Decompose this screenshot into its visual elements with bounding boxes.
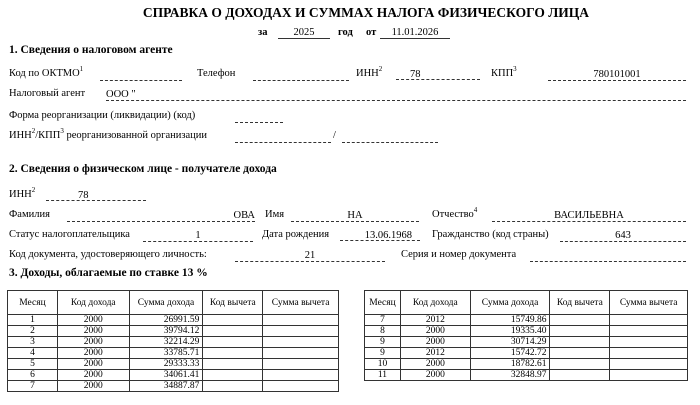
income-sum-cell: 34887.87 bbox=[129, 381, 203, 392]
deduction-sum-cell bbox=[263, 370, 339, 381]
month-cell: 7 bbox=[365, 315, 401, 326]
deduction-sum-cell bbox=[610, 315, 688, 326]
month-cell: 10 bbox=[365, 359, 401, 370]
citizenship-label: Гражданство (код страны) bbox=[432, 229, 549, 240]
doc-code-label: Код документа, удостоверяющего личность: bbox=[9, 249, 207, 260]
status-label: Статус налогоплательщика bbox=[9, 229, 130, 240]
table-row bbox=[8, 337, 339, 348]
agent-name-label: Налоговый агент bbox=[9, 88, 86, 99]
month-cell: 7 bbox=[8, 381, 58, 392]
income-code-cell: 2000 bbox=[400, 359, 470, 370]
table-row bbox=[365, 348, 688, 359]
doc-series-field bbox=[530, 250, 686, 262]
col-header-income-sum: Сумма дохода bbox=[129, 291, 203, 315]
deduction-sum-cell bbox=[610, 348, 688, 359]
income-code-cell: 2012 bbox=[400, 315, 470, 326]
deduction-code-cell bbox=[203, 326, 263, 337]
income-sum-cell: 39794.12 bbox=[129, 326, 203, 337]
month-cell: 2 bbox=[8, 326, 58, 337]
income-sum-cell: 26991.59 bbox=[129, 315, 203, 326]
citizenship-field: 643 bbox=[560, 230, 686, 242]
deduction-code-cell bbox=[550, 326, 610, 337]
table-row bbox=[8, 348, 339, 359]
deduction-code-cell bbox=[550, 315, 610, 326]
income-sum-cell: 32848.97 bbox=[470, 370, 550, 381]
income-code-cell: 2000 bbox=[400, 370, 470, 381]
agent-inn-label: ИНН$^2$ bbox=[356, 65, 383, 79]
oktmo-field bbox=[100, 69, 182, 81]
name-label: Имя bbox=[265, 209, 285, 220]
deduction-code-cell bbox=[203, 359, 263, 370]
deduction-code-cell bbox=[550, 370, 610, 381]
month-cell: 8 bbox=[365, 326, 401, 337]
deduction-code-cell bbox=[550, 348, 610, 359]
table-row bbox=[8, 315, 339, 326]
reorg-form-field bbox=[235, 111, 283, 123]
deduction-sum-cell bbox=[263, 326, 339, 337]
income-code-cell: 2000 bbox=[57, 348, 129, 359]
reorg-form-label: Форма реорганизации (ликвидации) (код) bbox=[9, 110, 196, 121]
birth-date-label: Дата рождения bbox=[262, 229, 330, 240]
person-inn-field: 78 bbox=[46, 190, 146, 201]
table-row bbox=[8, 359, 339, 370]
month-cell: 11 bbox=[365, 370, 401, 381]
income-sum-cell: 18782.61 bbox=[470, 359, 550, 370]
col-header-income-code: Код дохода bbox=[57, 291, 129, 315]
oktmo-label: Код по ОКТМО$^1$ bbox=[9, 65, 84, 79]
section2-heading: 2. Сведения о физическом лице - получателе дохода bbox=[9, 163, 277, 175]
birth-date-field: 13.06.1968 bbox=[340, 230, 420, 241]
col-header-month: Месяц bbox=[8, 291, 58, 315]
agent-inn-field: 78 bbox=[396, 69, 480, 80]
month-cell: 4 bbox=[8, 348, 58, 359]
deduction-sum-cell bbox=[263, 381, 339, 392]
col-header-month: Месяц bbox=[365, 291, 401, 315]
patronymic-field: ВАСИЛЬЕВНА bbox=[492, 210, 686, 222]
person-inn-label: ИНН$^2$ bbox=[9, 186, 36, 200]
income-sum-cell: 15742.72 bbox=[470, 348, 550, 359]
agent-name-field: ООО " bbox=[106, 89, 686, 101]
table-row bbox=[365, 315, 688, 326]
deduction-sum-cell bbox=[610, 326, 688, 337]
period-year: 2025 bbox=[278, 27, 330, 39]
income-sum-cell: 15749.86 bbox=[470, 315, 550, 326]
month-cell: 9 bbox=[365, 348, 401, 359]
table-row bbox=[8, 326, 339, 337]
name-field: НА bbox=[291, 210, 419, 222]
deduction-sum-cell bbox=[263, 359, 339, 370]
month-cell: 5 bbox=[8, 359, 58, 370]
reorg-kpp-field bbox=[342, 131, 438, 143]
table-row bbox=[365, 359, 688, 370]
income-table-right bbox=[364, 290, 688, 381]
table-row bbox=[365, 326, 688, 337]
income-sum-cell: 34061.41 bbox=[129, 370, 203, 381]
table-row bbox=[8, 381, 339, 392]
period-date: 11.01.2026 bbox=[380, 27, 450, 39]
kpp-label: КПП$^3$ bbox=[491, 65, 517, 79]
col-header-deduction-sum: Сумма вычета bbox=[263, 291, 339, 315]
doc-code-field: 21 bbox=[235, 250, 385, 262]
period-god-label: год bbox=[338, 27, 353, 38]
month-cell: 3 bbox=[8, 337, 58, 348]
table-row bbox=[365, 370, 688, 381]
income-sum-cell: 32214.29 bbox=[129, 337, 203, 348]
phone-field bbox=[253, 69, 349, 81]
income-code-cell: 2012 bbox=[400, 348, 470, 359]
income-table-left bbox=[7, 290, 339, 392]
deduction-sum-cell bbox=[610, 337, 688, 348]
reorg-slash: / bbox=[333, 130, 336, 141]
period-ot-label: от bbox=[366, 27, 377, 38]
deduction-code-cell bbox=[203, 348, 263, 359]
deduction-sum-cell bbox=[610, 359, 688, 370]
deduction-sum-cell bbox=[610, 370, 688, 381]
month-cell: 1 bbox=[8, 315, 58, 326]
income-code-cell: 2000 bbox=[57, 381, 129, 392]
table-row bbox=[365, 337, 688, 348]
table-row bbox=[8, 370, 339, 381]
phone-label: Телефон bbox=[197, 68, 236, 79]
month-cell: 9 bbox=[365, 337, 401, 348]
surname-label: Фамилия bbox=[9, 209, 50, 220]
income-code-cell: 2000 bbox=[400, 337, 470, 348]
income-sum-cell: 33785.71 bbox=[129, 348, 203, 359]
col-header-deduction-sum: Сумма вычета bbox=[610, 291, 688, 315]
col-header-deduction-code: Код вычета bbox=[550, 291, 610, 315]
document-title: СПРАВКА О ДОХОДАХ И СУММАХ НАЛОГА ФИЗИЧЕСКОГО ЛИЦА bbox=[142, 5, 590, 20]
income-code-cell: 2000 bbox=[400, 326, 470, 337]
col-header-income-sum: Сумма дохода bbox=[470, 291, 550, 315]
income-code-cell: 2000 bbox=[57, 359, 129, 370]
income-code-cell: 2000 bbox=[57, 315, 129, 326]
deduction-sum-cell bbox=[263, 348, 339, 359]
reorg-inn-kpp-label: ИНН$^2$/КПП$^3$ реорганизованной организации bbox=[9, 127, 208, 141]
income-sum-cell: 29333.33 bbox=[129, 359, 203, 370]
doc-series-label: Серия и номер документа bbox=[401, 249, 517, 260]
deduction-sum-cell bbox=[263, 315, 339, 326]
income-sum-cell: 19335.40 bbox=[470, 326, 550, 337]
income-sum-cell: 30714.29 bbox=[470, 337, 550, 348]
income-code-cell: 2000 bbox=[57, 337, 129, 348]
income-code-cell: 2000 bbox=[57, 326, 129, 337]
col-header-income-code: Код дохода bbox=[400, 291, 470, 315]
deduction-code-cell bbox=[203, 381, 263, 392]
reorg-inn-field bbox=[235, 131, 331, 143]
col-header-deduction-code: Код вычета bbox=[203, 291, 263, 315]
kpp-field: 780101001 bbox=[548, 69, 686, 81]
section1-heading: 1. Сведения о налоговом агенте bbox=[9, 44, 173, 56]
section3-heading: 3. Доходы, облагаемые по ставке 13 % bbox=[9, 267, 208, 279]
month-cell: 6 bbox=[8, 370, 58, 381]
surname-field: ОВА bbox=[67, 210, 255, 222]
status-field: 1 bbox=[143, 230, 253, 242]
deduction-code-cell bbox=[203, 337, 263, 348]
income-code-cell: 2000 bbox=[57, 370, 129, 381]
deduction-code-cell bbox=[550, 337, 610, 348]
patronymic-label: Отчество$^4$ bbox=[432, 206, 478, 220]
period-za-label: за bbox=[258, 27, 268, 38]
deduction-sum-cell bbox=[263, 337, 339, 348]
deduction-code-cell bbox=[550, 359, 610, 370]
deduction-code-cell bbox=[203, 370, 263, 381]
deduction-code-cell bbox=[203, 315, 263, 326]
